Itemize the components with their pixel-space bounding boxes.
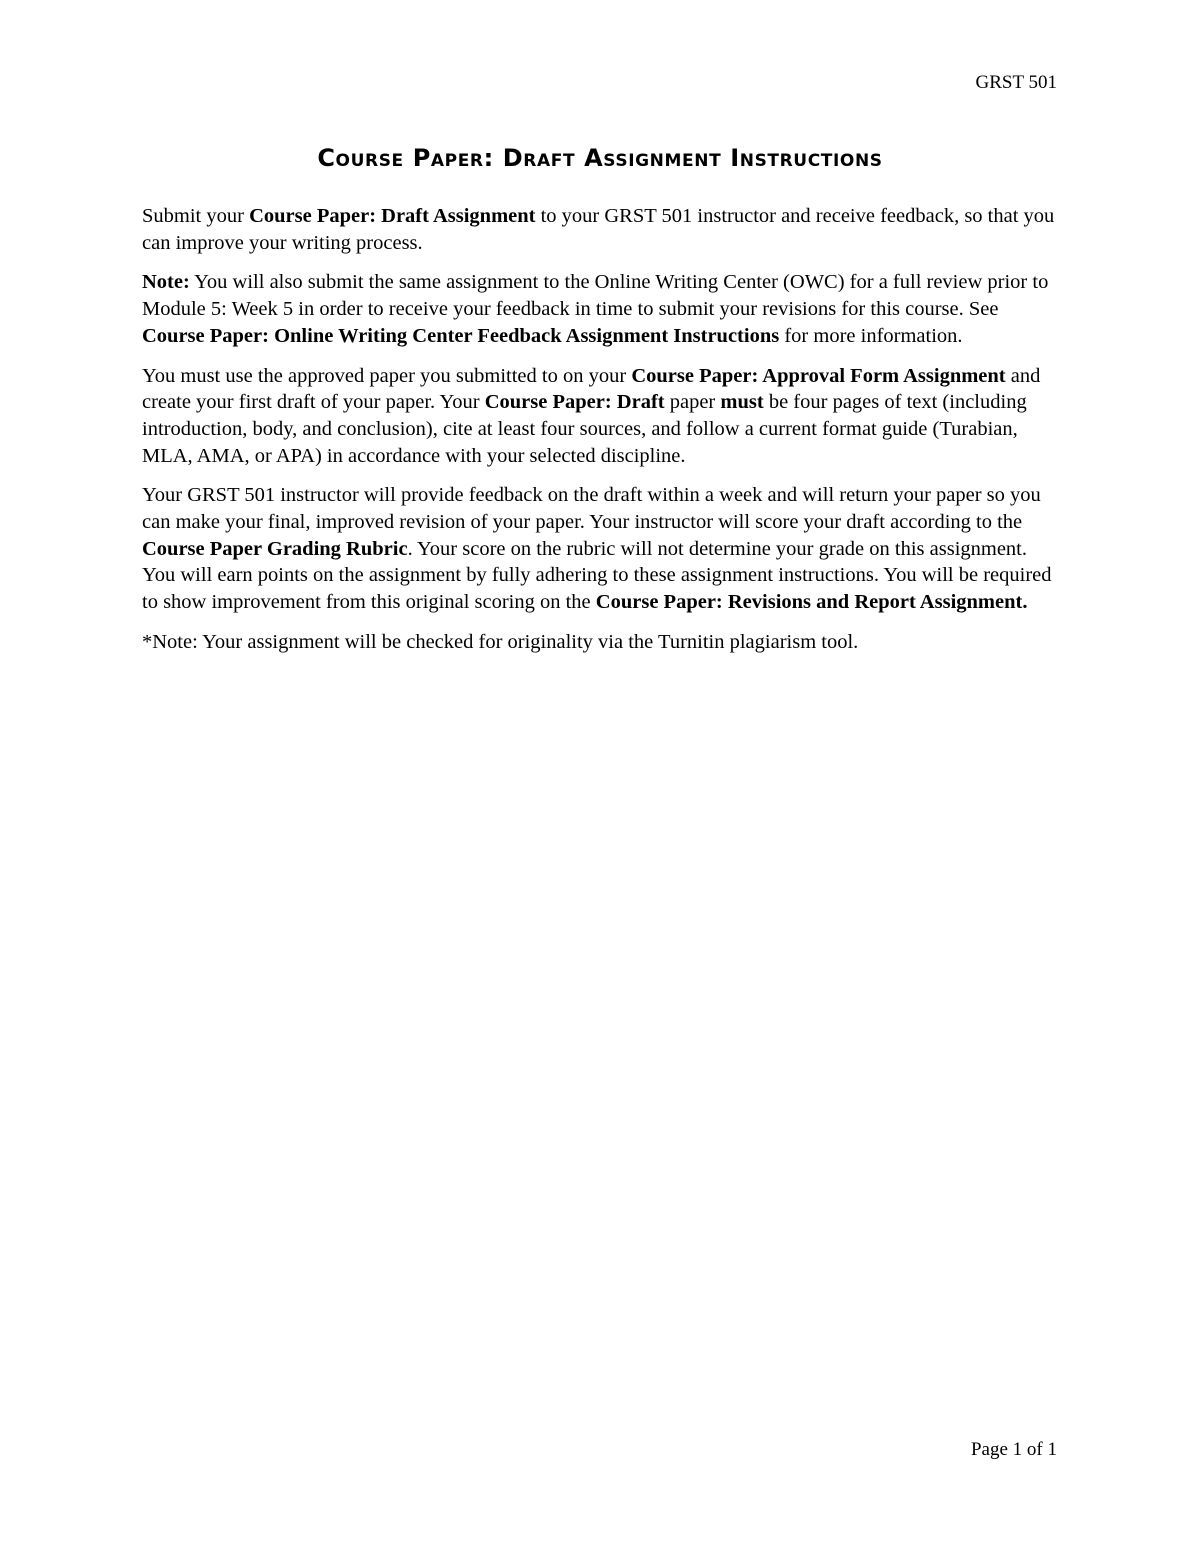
bold-run: Course Paper: Draft bbox=[484, 391, 665, 414]
paragraph-requirements bbox=[142, 363, 1064, 470]
paragraph-feedback bbox=[142, 482, 1064, 616]
text-run: and create your first draft of your paper. Your bbox=[142, 364, 1041, 414]
bold-run: Course Paper Grading Rubric bbox=[142, 537, 408, 560]
paragraph-originality-note bbox=[142, 629, 1064, 656]
text-run: *Note: Your assignment will be checked for originality via the Turnitin plagiarism tool. bbox=[142, 630, 859, 653]
bold-run: Course Paper: Online Writing Center Feedback Assignment Instructions bbox=[142, 324, 780, 347]
text-run: You will also submit the same assignment to the Online Writing Center (OWC) for a full review prior to Module 5: Week 5 in order to receive your feedback in time to submit your revisions for this course. See bbox=[142, 271, 1049, 321]
text-run: for more information. bbox=[779, 324, 963, 347]
document-body bbox=[142, 203, 1064, 669]
paragraph-submit bbox=[142, 203, 1064, 256]
header-course-code: GRST 501 bbox=[975, 72, 1057, 93]
text-run: . Your score on the rubric will not determine your grade on this assignment. You will earn points on the assignment by fully adhering to these assignment instructions. You will be required to show improvement from this original scoring on the bbox=[142, 537, 1052, 614]
paragraph-note bbox=[142, 269, 1064, 349]
bold-run: Note: bbox=[142, 271, 190, 294]
text-run: to your GRST 501 instructor and receive feedback, so that you can improve your writing process. bbox=[142, 205, 1055, 254]
text-run: You must use the approved paper you submitted to on your bbox=[142, 364, 632, 387]
bold-run: Course Paper: Draft Assignment bbox=[249, 205, 536, 227]
text-run: paper bbox=[664, 391, 721, 414]
bold-run: Course Paper: Approval Form Assignment bbox=[631, 364, 1006, 387]
text-run: be four pages of text (including introduction, body, and conclusion), cite at least four sources, and follow a current format guide (Turabian, MLA, AMA, or APA) in accordance with your selected discipline. bbox=[142, 391, 1027, 467]
document-title: Course Paper: Draft Assignment Instructions bbox=[317, 144, 883, 172]
footer-page-number: Page 1 of 1 bbox=[970, 1439, 1057, 1460]
bold-run: Course Paper: Revisions and Report Assignment. bbox=[595, 591, 1028, 614]
text-run: Your GRST 501 instructor will provide feedback on the draft within a week and will return your paper so you can make your final, improved revision of your paper. Your instructor will score your draft according to the bbox=[142, 484, 1041, 534]
text-run: Submit your bbox=[142, 205, 250, 227]
bold-run: must bbox=[720, 391, 764, 414]
